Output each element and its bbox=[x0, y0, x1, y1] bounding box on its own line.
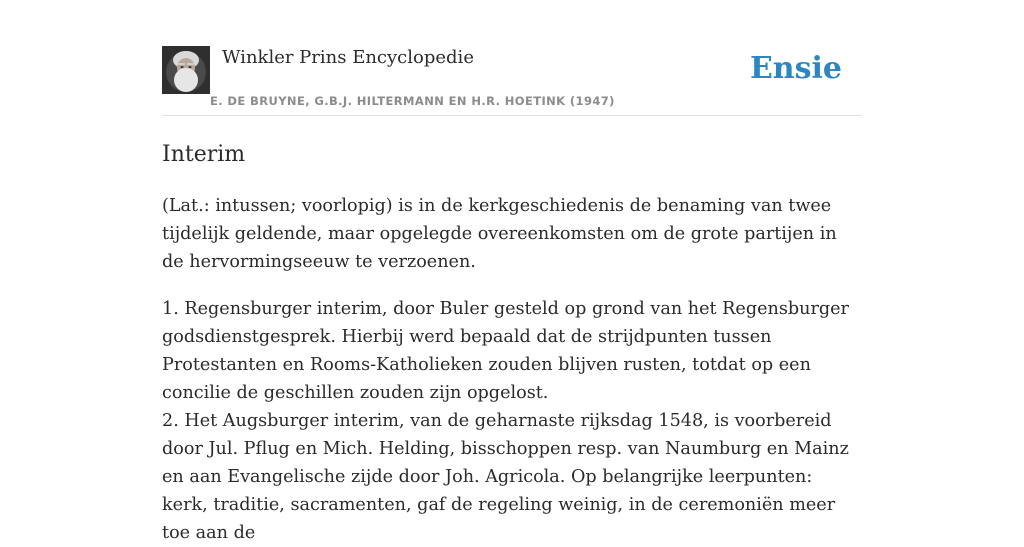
page bbox=[162, 0, 862, 543]
article-title: Interim bbox=[162, 142, 246, 167]
article-points bbox=[162, 295, 862, 547]
article-intro: (Lat.: intussen; voorlopig) is in de kerkgeschiedenis de benaming van twee tijdelijk geldende, maar opgelegde overeenkomsten om de grote partijen in de hervormingseeuw te verzoenen. bbox=[162, 196, 837, 272]
author-avatar bbox=[162, 46, 210, 94]
article-point-2: 2. Het Augsburger interim, van de geharnaste rijksdag 1548, is voorbereid door Jul. Pflug en Mich. Helding, bisschoppen resp. van Naumburg en Mainz en aan Evangelische zijde door Joh. Agricola. Op belangrijke leerpunten: kerk, traditie, sacramenten, gaf de regeling weinig, in de ceremoniën meer toe aan de bbox=[162, 411, 849, 543]
authors-line: E. DE BRUYNE, G.B.J. HILTERMANN EN H.R. HOETINK (1947) bbox=[210, 94, 615, 108]
article-point-1: 1. Regensburger interim, door Buler gesteld op grond van het Regensburger godsdienstgesprek. Hierbij werd bepaald dat de strijdpunten tussen Protestanten en Rooms-Katholieken zouden blijven rusten, totdat op een concilie de geschillen zouden zijn opgelost. bbox=[162, 299, 849, 403]
brand-logo-link[interactable]: Ensie bbox=[749, 51, 842, 86]
site-title[interactable]: Winkler Prins Encyclopedie bbox=[222, 47, 474, 68]
author-portrait-icon bbox=[162, 46, 210, 94]
site-header bbox=[162, 0, 862, 116]
